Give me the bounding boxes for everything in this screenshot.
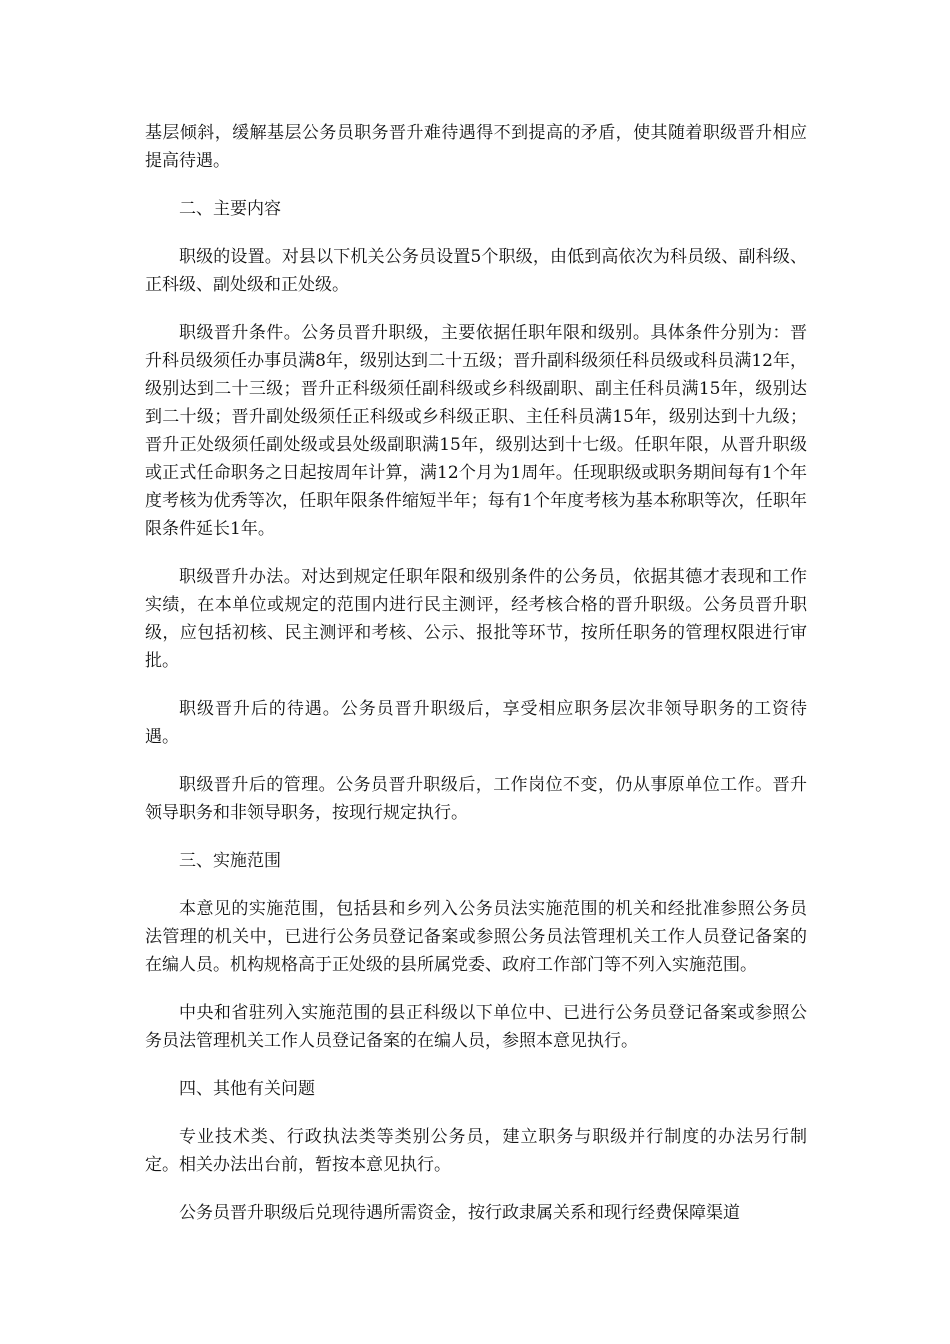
section-heading-main-content: 二、主要内容 xyxy=(179,199,281,219)
section-heading-other-issues: 四、其他有关问题 xyxy=(179,1079,315,1099)
paragraph-post-promotion-management: 职级晋升后的管理。公务员晋升职级后，工作岗位不变，仍从事原单位工作。晋升领导职务和非领导职务，按现行规定执行。 xyxy=(145,775,807,823)
paragraph-scope-definition: 本意见的实施范围，包括县和乡列入公务员法实施范围的机关和经批准参照公务员法管理的机关中，已进行公务员登记备案或参照公务员法管理机关工作人员登记备案的在编人员。机构规格高于正处级的县所属党委、政府工作部门等不列入实施范围。 xyxy=(145,899,807,975)
paragraph-continuation: 基层倾斜，缓解基层公务员职务晋升难待遇得不到提高的矛盾，使其随着职级晋升相应提高待遇。 xyxy=(145,123,807,171)
paragraph-promotion-methods: 职级晋升办法。对达到规定任职年限和级别条件的公务员，依据其德才表现和工作实绩，在本单位或规定的范围内进行民主测评，经考核合格的晋升职级。公务员晋升职级，应包括初核、民主测评和考核、公示、报批等环节，按所任职务的管理权限进行审批。 xyxy=(145,567,807,671)
paragraph-funding: 公务员晋升职级后兑现待遇所需资金，按行政隶属关系和现行经费保障渠道 xyxy=(179,1203,740,1223)
section-heading-scope: 三、实施范围 xyxy=(179,851,281,871)
paragraph-professional-categories: 专业技术类、行政执法类等类别公务员，建立职务与职级并行制度的办法另行制定。相关办法出台前，暂按本意见执行。 xyxy=(145,1127,807,1175)
paragraph-promotion-conditions: 职级晋升条件。公务员晋升职级，主要依据任职年限和级别。具体条件分别为：晋升科员级须任办事员满8年，级别达到二十五级；晋升副科级须任科员级或科员满12年，级别达到二十三级；晋升正科级须任副科级或乡科级副职、副主任科员满15年，级别达到二十级；晋升副处级须任正科级或乡科级正职、主任科员满15年，级别达到十九级；晋升正处级须任副处级或县处级副职满15年，级别达到十七级。任职年限，从晋升职级或正式任命职务之日起按周年计算，满12个月为1周年。任现职级或职务期间每有1个年度考核为优秀等次，任职年限条件缩短半年；每有1个年度考核为基本称职等次，任职年限条件延长1年。 xyxy=(145,323,807,539)
document-body xyxy=(145,119,807,1247)
paragraph-scope-central-units: 中央和省驻列入实施范围的县正科级以下单位中、已进行公务员登记备案或参照公务员法管理机关工作人员登记备案的在编人员，参照本意见执行。 xyxy=(145,1003,807,1051)
paragraph-post-promotion-benefits: 职级晋升后的待遇。公务员晋升职级后，享受相应职务层次非领导职务的工资待遇。 xyxy=(145,699,807,747)
paragraph-rank-setup: 职级的设置。对县以下机关公务员设置5个职级，由低到高依次为科员级、副科级、正科级、副处级和正处级。 xyxy=(145,247,807,295)
